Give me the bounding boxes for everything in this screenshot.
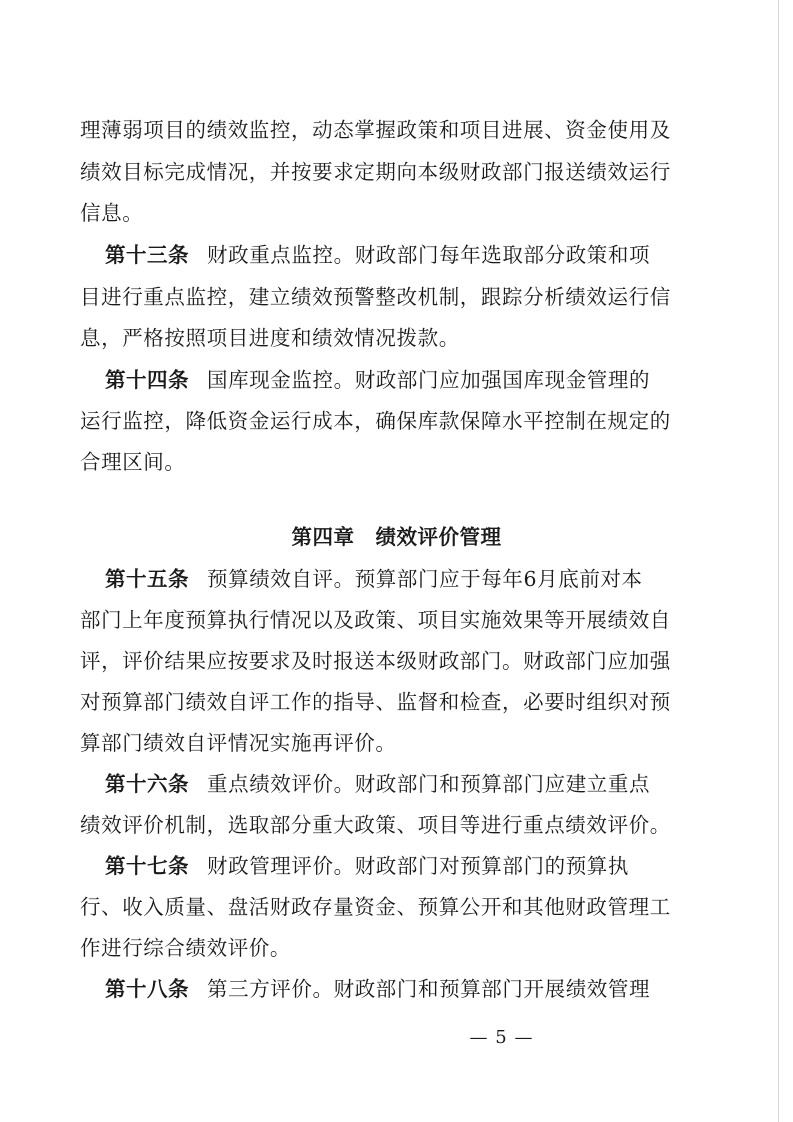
article-13-label: 第十三条: [105, 243, 189, 267]
article-15-label: 第十五条: [105, 567, 189, 591]
body-line: 合理区间。: [80, 450, 186, 474]
article-13: [105, 243, 705, 267]
body-line: 信息。: [80, 201, 144, 225]
body-line: 作进行综合绩效评价。: [80, 936, 291, 960]
article-18-text: 第三方评价。财政部门和预算部门开展绩效管理: [207, 977, 651, 1001]
article-15: [105, 567, 705, 591]
article-15-text: 预算绩效自评。预算部门应于每年6月底前对本: [207, 567, 643, 591]
article-18-label: 第十八条: [105, 977, 189, 1001]
article-17: [105, 854, 705, 878]
article-13-text: 财政重点监控。财政部门每年选取部分政策和项: [207, 243, 651, 267]
page-number: — 5 —: [469, 1027, 534, 1048]
body-line: 对预算部门绩效自评工作的指导、监督和检查，必要时组织对预: [80, 690, 671, 714]
article-16-label: 第十六条: [105, 772, 189, 796]
body-line: 评，评价结果应按要求及时报送本级财政部门。财政部门应加强: [80, 649, 671, 673]
chapter-heading: 第四章 绩效评价管理: [291, 525, 502, 549]
body-line: 息，严格按照项目进度和绩效情况拨款。: [80, 326, 460, 350]
article-14-text: 国库现金监控。财政部门应加强国库现金管理的: [207, 368, 651, 392]
article-16: [105, 772, 705, 796]
body-line: 部门上年度预算执行情况以及政策、项目实施效果等开展绩效自: [80, 608, 671, 632]
body-line: 理薄弱项目的绩效监控，动态掌握政策和项目进展、资金使用及: [80, 118, 671, 142]
body-line: 算部门绩效自评情况实施再评价。: [80, 731, 397, 755]
article-14-label: 第十四条: [105, 368, 189, 392]
article-17-label: 第十七条: [105, 854, 189, 878]
article-14: [105, 368, 705, 392]
article-16-text: 重点绩效评价。财政部门和预算部门应建立重点: [207, 772, 651, 796]
body-line: 运行监控，降低资金运行成本，确保库款保障水平控制在规定的: [80, 409, 671, 433]
body-line: 目进行重点监控，建立绩效预警整改机制，跟踪分析绩效运行信: [80, 285, 671, 309]
page-edge-line: [778, 0, 779, 1122]
body-line: 行、收入质量、盘活财政存量资金、预算公开和其他财政管理工: [80, 895, 671, 919]
article-17-text: 财政管理评价。财政部门对预算部门的预算执: [207, 854, 629, 878]
article-18: [105, 977, 705, 1001]
body-line: 绩效目标完成情况，并按要求定期向本级财政部门报送绩效运行: [80, 160, 671, 184]
body-line: 绩效评价机制，选取部分重大政策、项目等进行重点绩效评价。: [80, 813, 671, 837]
